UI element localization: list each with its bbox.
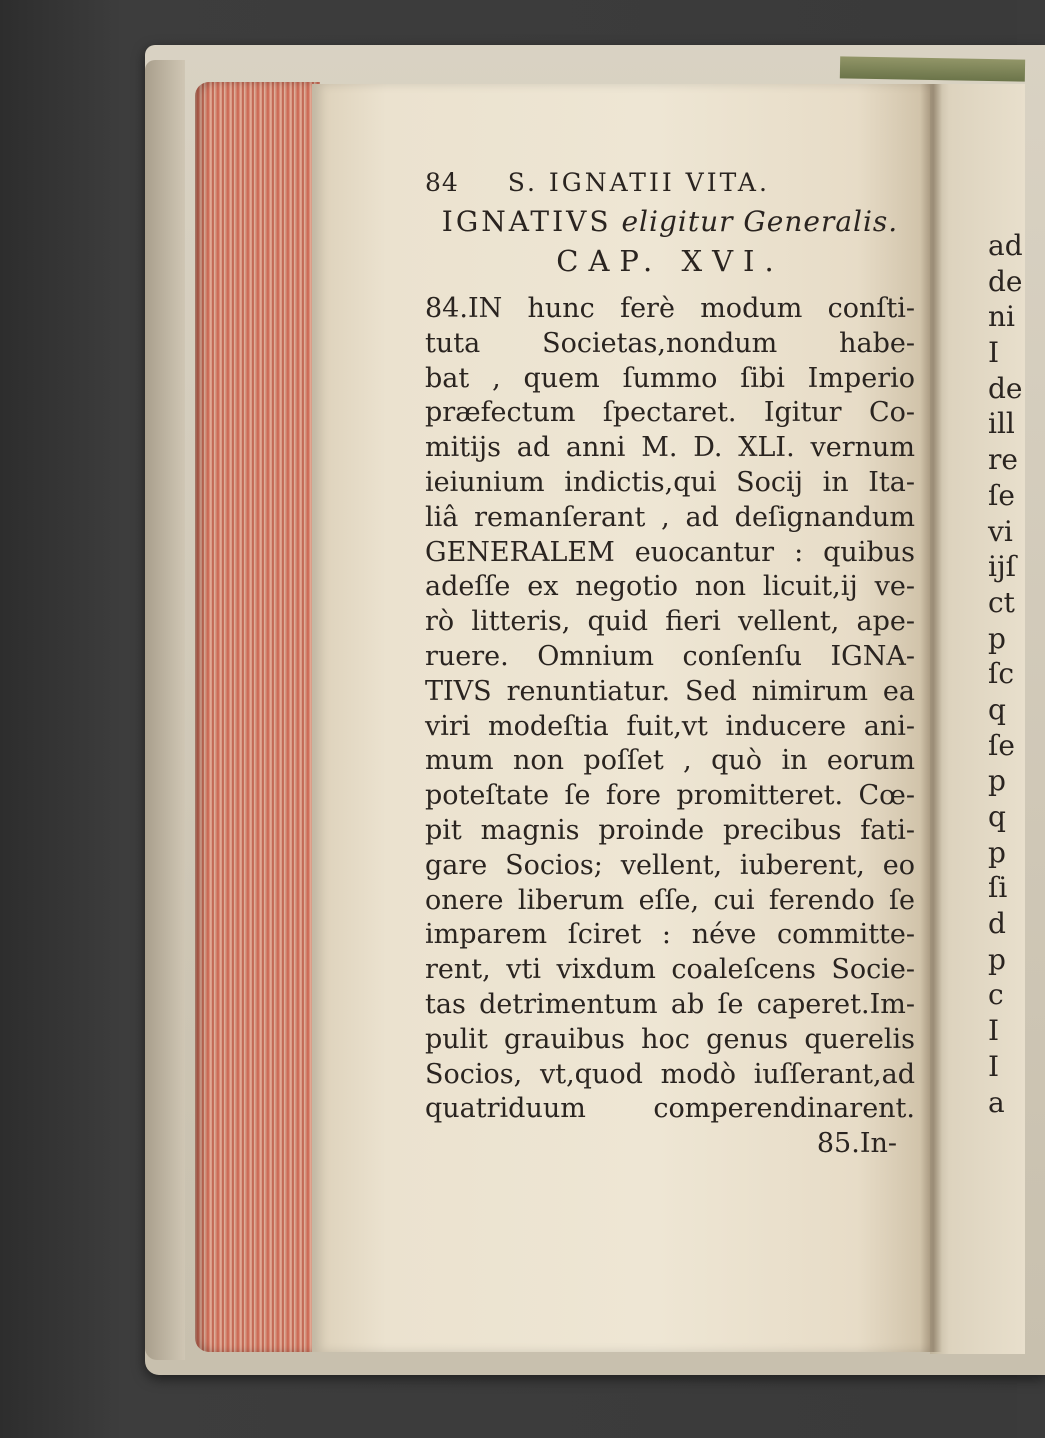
running-title: S. IGNATII VITA. <box>507 168 770 197</box>
text-line: rò litteris, quid fieri vellent, ape- <box>425 606 915 638</box>
page-number: 84 <box>425 168 459 197</box>
fragment: ad <box>988 229 1023 262</box>
chapter-title-rest: eligitur Generalis. <box>621 205 899 238</box>
text-line: TIVS renuntiatur. Sed nimirum ea <box>425 675 915 707</box>
text-line: bat , quem ſummo ſibi Imperio <box>425 362 915 394</box>
text-line: pit magnis proinde precibus fati- <box>425 814 915 846</box>
text-line: poteſtate ſe fore promitteret. Cœ- <box>425 780 915 812</box>
fragment: ct <box>988 585 1015 619</box>
text-line: tas detrimentum ab ſe caperet.Im- <box>425 988 915 1020</box>
fragment: ill <box>988 407 1015 441</box>
fragment: vi <box>988 514 1013 548</box>
fragment: I <box>988 336 1000 370</box>
fragment: p <box>988 835 1006 869</box>
fragment: de <box>988 264 1023 298</box>
fragment: d <box>988 907 1006 941</box>
text-line: ieiunium indictis,qui Socij in Ita- <box>425 466 915 498</box>
text-line: præfectum ſpectaret. Igitur Co- <box>425 397 915 429</box>
text-line: imparem ſciret : néve committe- <box>425 919 915 951</box>
bookmark-ribbon <box>840 56 1025 81</box>
text-line: tuta Societas,nondum habe- <box>425 327 915 359</box>
fragment: q <box>988 800 1006 833</box>
fragment: ſc <box>988 657 1015 691</box>
fragment: de <box>988 371 1023 405</box>
fragment: a <box>988 1085 1005 1119</box>
text-line: GENERALEM euocantur : quibus <box>425 536 915 568</box>
fragment: p <box>988 764 1006 798</box>
fragment: I <box>988 1049 1000 1083</box>
fragment: ijſ <box>988 550 1016 584</box>
fragment: c <box>988 978 1004 1012</box>
chapter-title-name: IGNATIVS <box>441 205 612 238</box>
fragment: ſe <box>988 728 1015 762</box>
text-line: 84.IN hunc ferè modum conſti- <box>425 293 915 324</box>
text-line: liâ remanſerant , ad deſignandum <box>425 501 915 533</box>
text-line: viri modeſtia fuit,vt inducere ani- <box>425 710 915 742</box>
fragment: re <box>988 443 1018 477</box>
fragment: ſe <box>988 478 1015 512</box>
page-edges <box>195 82 320 1352</box>
fragment: p <box>988 621 1006 655</box>
chapter-title <box>425 205 915 238</box>
text-line: rent, vti vixdum coaleſcens Socie- <box>425 954 915 986</box>
text-line: mum non poſſet , quò in eorum <box>425 745 915 777</box>
book-spine <box>145 60 185 1360</box>
text-line: mitijs ad anni M. D. XLI. vernum <box>425 432 915 464</box>
body-text <box>425 292 915 1127</box>
page-gutter <box>920 84 942 1352</box>
facing-page-fragments <box>988 228 1028 1120</box>
running-head <box>425 168 915 197</box>
fragment: p <box>988 942 1006 976</box>
text-line: gare Socios; vellent, iuberent, eo <box>425 849 915 881</box>
text-line: pulit grauibus hoc genus querelis <box>425 1023 915 1055</box>
fragment: q <box>988 692 1006 726</box>
page-text <box>425 168 915 1162</box>
chapter-number: CAP. XVI. <box>556 244 784 278</box>
fragment: I <box>988 1014 1000 1048</box>
catchword: 85.In- <box>816 1128 897 1160</box>
fragment: ſi <box>988 871 1008 905</box>
text-line: ruere. Omnium conſenſu IGNA- <box>425 640 915 672</box>
text-line: Socios, vt,quod modò iuſſerant,ad <box>425 1058 915 1090</box>
text-line: onere liberum eſſe, cui ferendo ſe <box>425 884 915 916</box>
text-line: quatriduum comperendinarent. <box>425 1093 915 1125</box>
fragment: ni <box>988 300 1015 334</box>
text-line: adeſſe ex negotio non licuit,ij ve- <box>425 571 915 603</box>
